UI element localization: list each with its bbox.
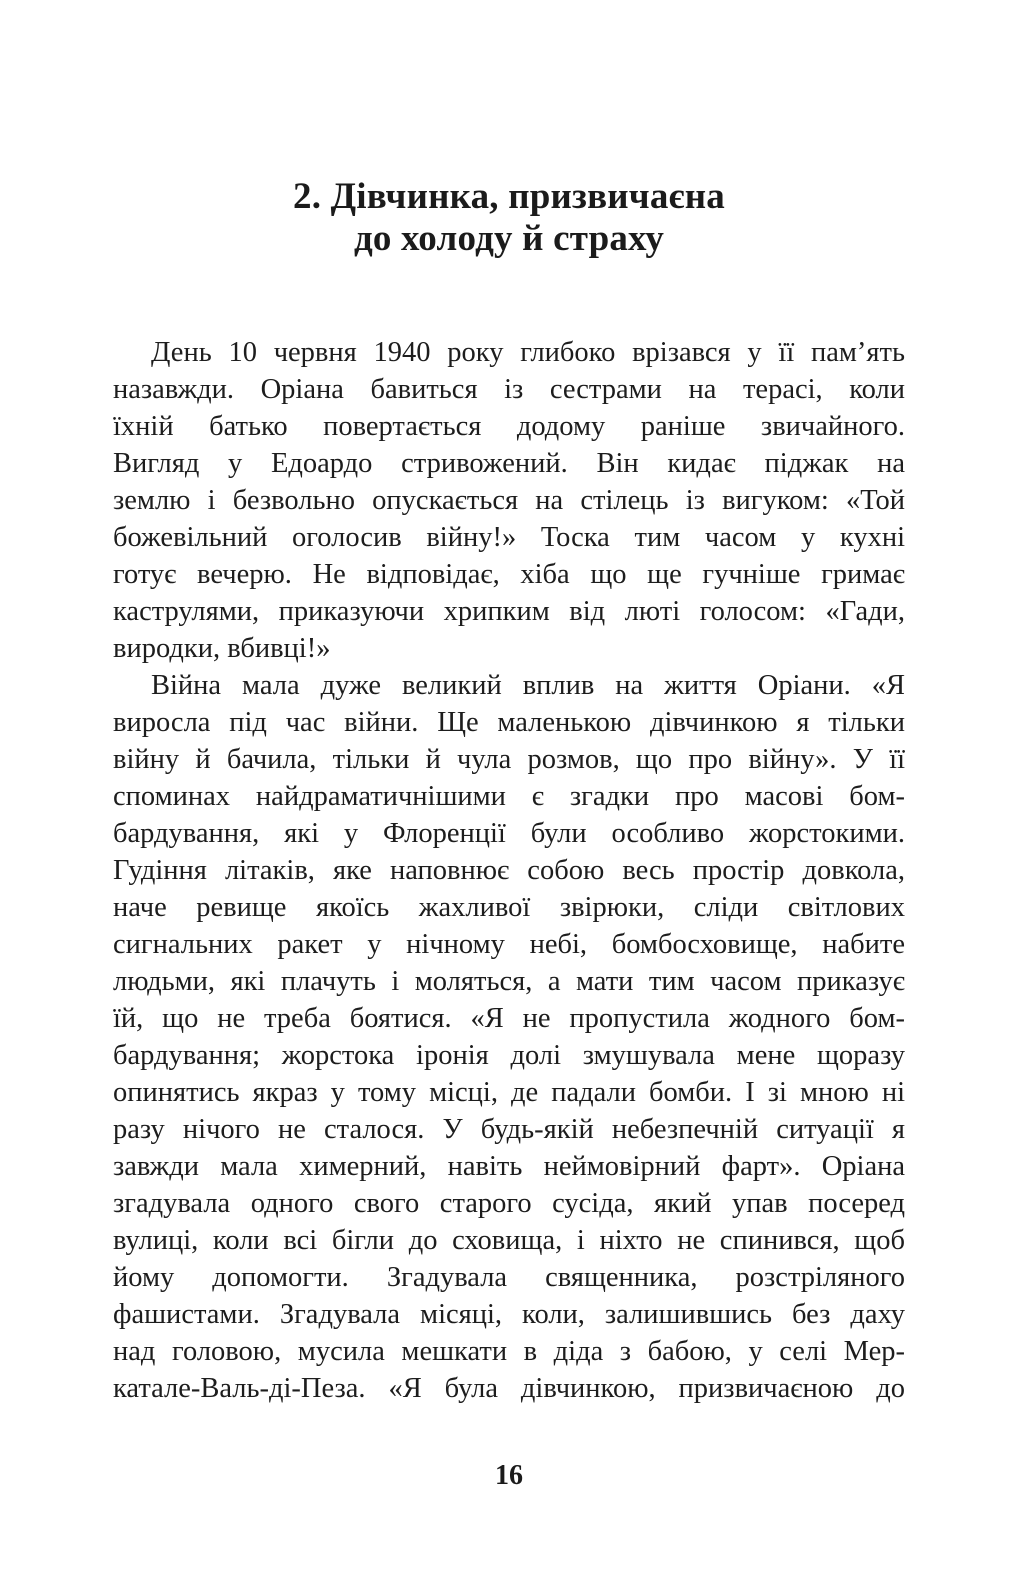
text-line: День 10 червня 1940 року глибоко врізався у її пам’ять	[151, 337, 905, 368]
text-line: божевільний оголосив війну!» Тоска тим часом у кухні	[113, 522, 905, 553]
text-line: Вигляд у Едоардо стривожений. Він кидає піджак на	[113, 448, 905, 479]
text-line: назавжди. Оріана бавиться із сестрами на терасі, коли	[113, 374, 905, 405]
text-line: Війна мала дуже великий вплив на життя Оріани. «Я	[151, 670, 905, 701]
text-line: над головою, мусила мешкати в діда з бабою, у селі Мер-	[113, 1336, 905, 1367]
text-line: виросла під час війни. Ще маленькою дівчинкою я тільки	[113, 707, 905, 738]
chapter-title-line-2: до холоду й страху	[353, 218, 665, 259]
text-line: фашистами. Згадувала місяці, коли, залишившись без даху	[113, 1299, 905, 1330]
text-line: Гудіння літаків, яке наповнює собою весь простір довкола,	[113, 855, 905, 886]
page-number: 16	[495, 1460, 523, 1491]
text-line: сигнальних ракет у нічному небі, бомбосховище, набите	[113, 929, 905, 960]
text-line: споминах найдраматичнішими є згадки про масові бом-	[113, 781, 905, 812]
text-line: завжди мала химерний, навіть неймовірний фарт». Оріана	[113, 1151, 905, 1182]
text-line: опинятись якраз у тому місці, де падали бомби. І зі мною ні	[113, 1077, 905, 1108]
chapter-title	[113, 176, 905, 260]
text-line: катале-Валь-ді-Пеза. «Я була дівчинкою, призвичаєною до	[113, 1373, 905, 1404]
text-line: бардування, які у Флоренції були особливо жорстокими.	[113, 818, 905, 849]
text-line: війну й бачила, тільки й чула розмов, що про війну». У її	[113, 744, 905, 775]
text-line: разу нічого не сталося. У будь-якій небезпечній ситуації я	[113, 1114, 905, 1145]
text-line: бардування; жорстока іронія долі змушувала мене щоразу	[113, 1040, 905, 1071]
text-line: землю і безвольно опускається на стілець із вигуком: «Той	[113, 485, 905, 516]
chapter-title-line-1: 2. Дівчинка, призвичаєна	[293, 176, 725, 217]
text-line: готує вечерю. Не відповідає, хіба що ще гучніше гримає	[113, 559, 905, 590]
paragraph-1	[113, 334, 905, 667]
text-line: вулиці, коли всі бігли до сховища, і ніхто не спинився, щоб	[113, 1225, 905, 1256]
text-line: йому допомогти. Згадувала священника, розстріляного	[113, 1262, 905, 1293]
text-line: каструлями, приказуючи хрипким від люті голосом: «Гади,	[113, 596, 905, 627]
text-line: людьми, які плачуть і моляться, а мати тим часом приказує	[113, 966, 905, 997]
paragraph-2	[113, 667, 905, 1407]
text-line: їй, що не треба боятися. «Я не пропустила жодного бом-	[113, 1003, 905, 1034]
text-line: виродки, вбивці!»	[113, 633, 331, 664]
text-line: згадувала одного свого старого сусіда, який упав посеред	[113, 1188, 905, 1219]
text-line: наче ревище якоїсь жахливої звірюки, сліди світлових	[113, 892, 905, 923]
body-text	[113, 334, 905, 1407]
text-line: їхній батько повертається додому раніше звичайного.	[113, 411, 905, 442]
